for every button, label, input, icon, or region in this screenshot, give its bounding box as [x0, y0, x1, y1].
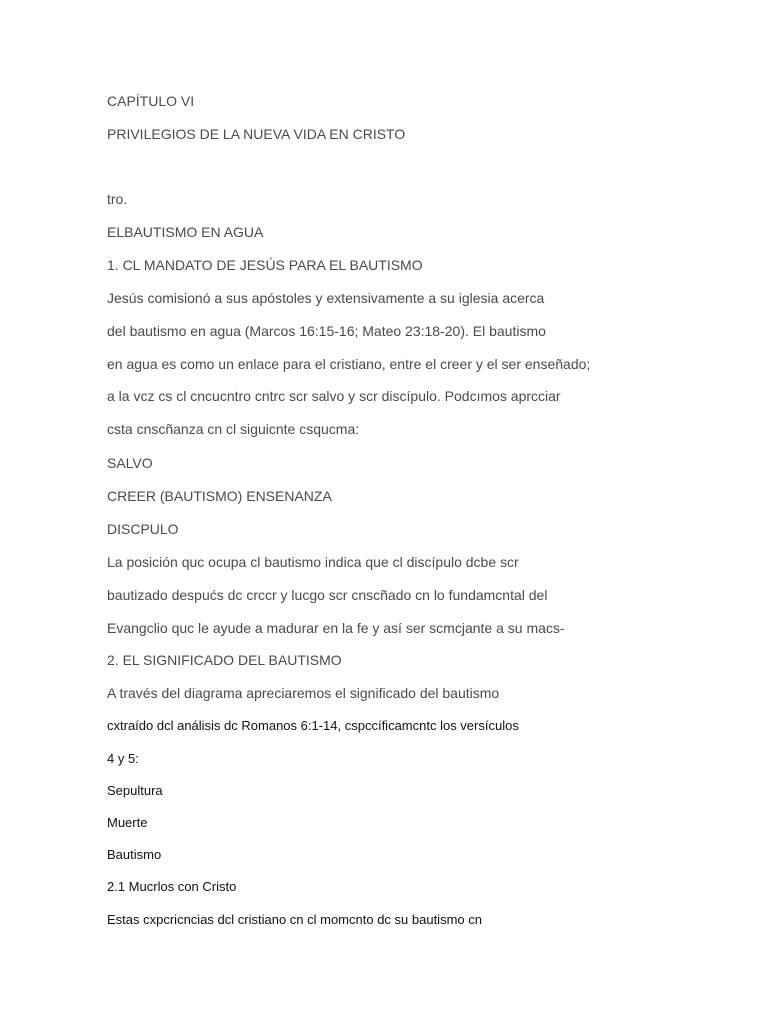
- paragraph-line: A través del diagrama apreciaremos el significado del bautismo: [107, 685, 500, 701]
- diagram-item: Muerte: [107, 815, 148, 830]
- paragraph-line: bautizado despućs dc crccr y lucgo scr cnscñado cn lo fundamcntal del: [107, 587, 548, 603]
- paragraph-line: csta cnscñanza cn cl siguicnte csqucma:: [107, 421, 360, 437]
- scheme-item: CREER (BAUTISMO) ENSENANZA: [107, 488, 332, 504]
- subsection-heading: 2. EL SIGNIFICADO DEL BAUTISMO: [107, 652, 342, 668]
- chapter-number: CAPÍTULO VI: [107, 93, 195, 109]
- paragraph-line: del bautismo en agua (Marcos 16:15-16; Mateo 23:18-20). El bautismo: [107, 323, 546, 339]
- subsection-heading: 1. CL MANDATO DE JESÚS PARA EL BAUTISMO: [107, 257, 423, 273]
- subsection-heading: 2.1 Mucrlos con Cristo: [107, 879, 237, 894]
- diagram-item: Sepultura: [107, 783, 163, 798]
- scheme-item: SALVO: [107, 455, 153, 471]
- paragraph-line: Estas cxpcricncias dcl cristiano cn cl momcnto dc su bautismo cn: [107, 912, 482, 927]
- paragraph-line: Evangclio quc le ayude a madurar en la fe y así ser scmcjante a su macs-: [107, 620, 565, 636]
- paragraph-line: 4 y 5:: [107, 751, 139, 766]
- chapter-title: PRIVILEGIOS DE LA NUEVA VIDA EN CRISTO: [107, 126, 406, 142]
- text-line: tro.: [107, 191, 128, 207]
- paragraph-line: cxtraído dcl análisis dc Romanos 6:1-14, cspccíficamcntc los versículos: [107, 718, 519, 733]
- paragraph-line: La posición quc ocupa cl bautismo indica que cl discípulo dcbe scr: [107, 554, 519, 570]
- section-heading: ELBAUTISMO EN AGUA: [107, 224, 264, 240]
- diagram-item: Bautismo: [107, 847, 162, 862]
- paragraph-line: Jesús comisionó a sus apóstoles y extensivamente a su iglesia acerca: [107, 290, 545, 306]
- scheme-item: DISCPULO: [107, 521, 179, 537]
- paragraph-line: a la vcz cs cl cncucntro cntrc scr salvo y scr discípulo. Podcımos aprcciar: [107, 388, 561, 404]
- paragraph-line: en agua es como un enlace para el cristiano, entre el creer y el ser enseñado;: [107, 356, 591, 372]
